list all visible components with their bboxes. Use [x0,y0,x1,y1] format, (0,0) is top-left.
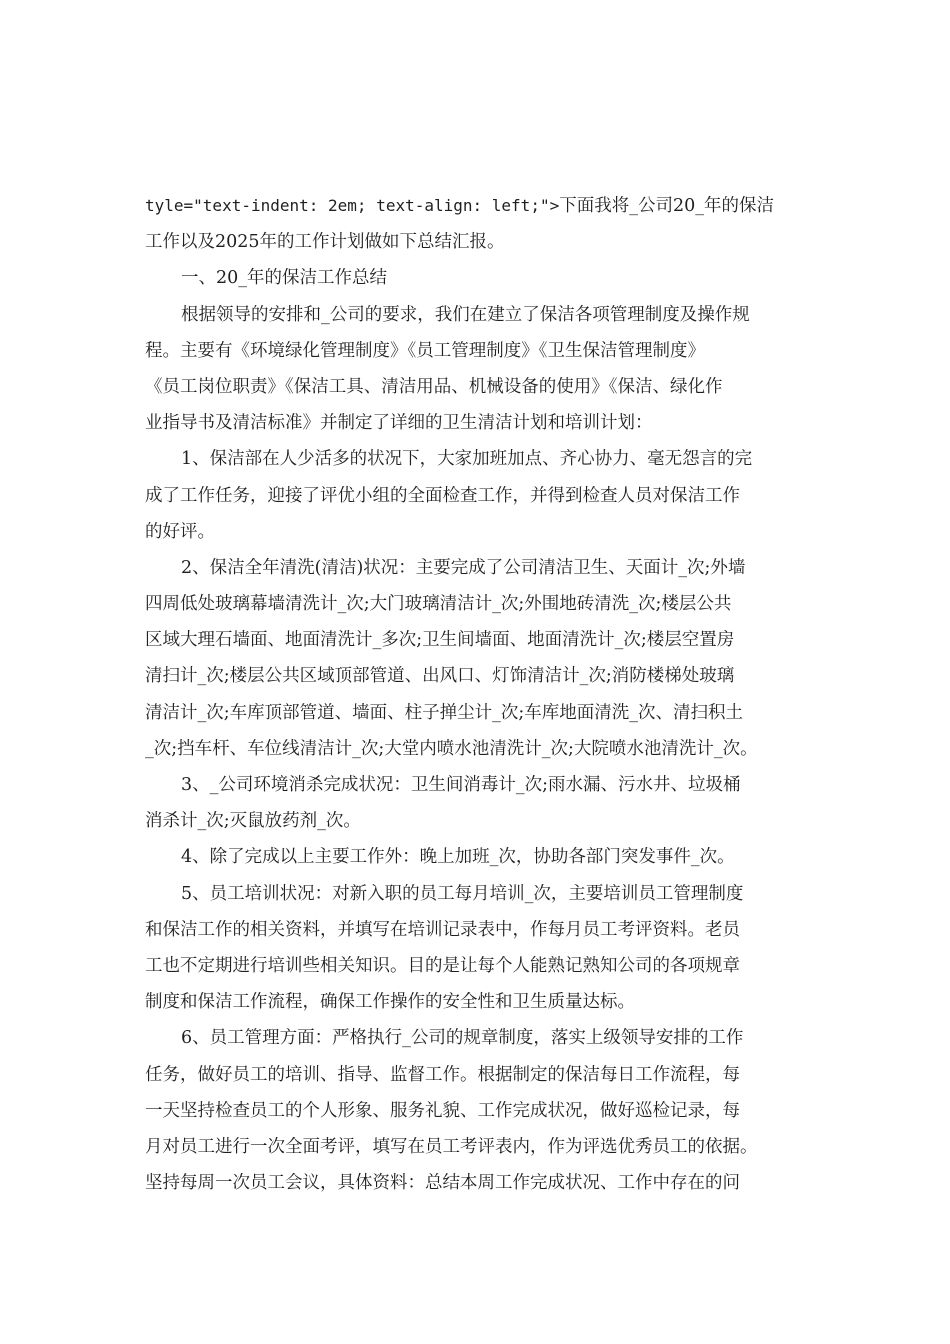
text-line-18: 消杀计_次;灭鼠放药剂_次。 [145,811,361,832]
text-line-22: 工也不定期进行培训些相关知识。目的是让每个人能熟记熟知公司的各项规章 [145,955,740,976]
text-line-1 [145,188,810,224]
text-line-15: 清洁计_次;车库顶部管道、墙面、柱子掸尘计_次;车库地面清洗_次、清扫积土 [145,702,744,723]
text-line-19: 4、除了完成以上主要工作外：晚上加班_次，协助各部门突发事件_次。 [181,847,735,868]
text-line-4: 根据领导的安排和_公司的要求，我们在建立了保洁各项管理制度及操作规 [181,304,750,325]
text-line-27: 月对员工进行一次全面考评，填写在员工考评表内，作为评选优秀员工的依据。 [145,1136,758,1157]
text-line-6: 《员工岗位职责》《保洁工具、清洁用品、机械设备的使用》《保洁、绿化作 [145,376,723,397]
text-line-20: 5、员工培训状况：对新入职的员工每月培训_次，主要培训员工管理制度 [181,883,744,904]
text-line-14: 清扫计_次;楼层公共区域顶部管道、出风口、灯饰清洁计_次;消防楼梯处玻璃 [145,666,735,687]
text-line-7: 业指导书及清洁标准》并制定了详细的卫生清洁计划和培训计划： [145,413,653,434]
text-line-2: 工作以及2025年的工作计划做如下总结汇报。 [145,232,505,253]
text-line-12: 四周低处玻璃幕墙清洗计_次;大门玻璃清洁计_次;外围地砖清洗_次;楼层公共 [145,594,732,615]
text-line-25: 任务，做好员工的培训、指导、监督工作。根据制定的保洁每日工作流程，每 [145,1064,740,1085]
text-line-28: 坚持每周一次员工会议，具体资料：总结本周工作完成状况、工作中存在的问 [145,1173,740,1194]
text-line-11: 2、保洁全年清洗(清洁)状况：主要完成了公司清洁卫生、天面计_次;外墙 [181,557,746,578]
text-line-8: 1、保洁部在人少活多的状况下，大家加班加点、齐心协力、毫无怨言的完 [181,449,753,470]
text-line-10: 的好评。 [145,521,215,542]
text-line-16: _次;挡车杆、车位线清洁计_次;大堂内喷水池清洗计_次;大院喷水池清洗计_次。 [145,738,758,759]
html-code-fragment: tyle="text-indent: 2em; text-align: left;"> [145,196,560,215]
text-line-21: 和保洁工作的相关资料，并填写在培训记录表中，作每月员工考评资料。老员 [145,919,740,940]
text-line-17: 3、_公司环境消杀完成状况：卫生间消毒计_次;雨水漏、污水井、垃圾桶 [181,775,741,795]
text-line-5: 程。主要有《环境绿化管理制度》《员工管理制度》《卫生保洁管理制度》 [145,340,705,361]
text-line-23: 制度和保洁工作流程，确保工作操作的安全性和卫生质量达标。 [145,992,635,1013]
section-heading: 一、20_年的保洁工作总结 [181,268,388,289]
document-body [145,188,810,1201]
text-line-26: 一天坚持检查员工的个人形象、服务礼貌、工作完成状况，做好巡检记录，每 [145,1100,740,1121]
text-line-9: 成了工作任务，迎接了评优小组的全面检查工作，并得到检查人员对保洁工作 [145,485,740,506]
text-line-24: 6、员工管理方面：严格执行_公司的规章制度，落实上级领导安排的工作 [181,1028,744,1049]
line-text: 下面我将_公司20_年的保洁 [559,196,774,216]
text-line-13: 区域大理石墙面、地面清洗计_多次;卫生间墙面、地面清洗计_次;楼层空置房 [145,630,735,651]
